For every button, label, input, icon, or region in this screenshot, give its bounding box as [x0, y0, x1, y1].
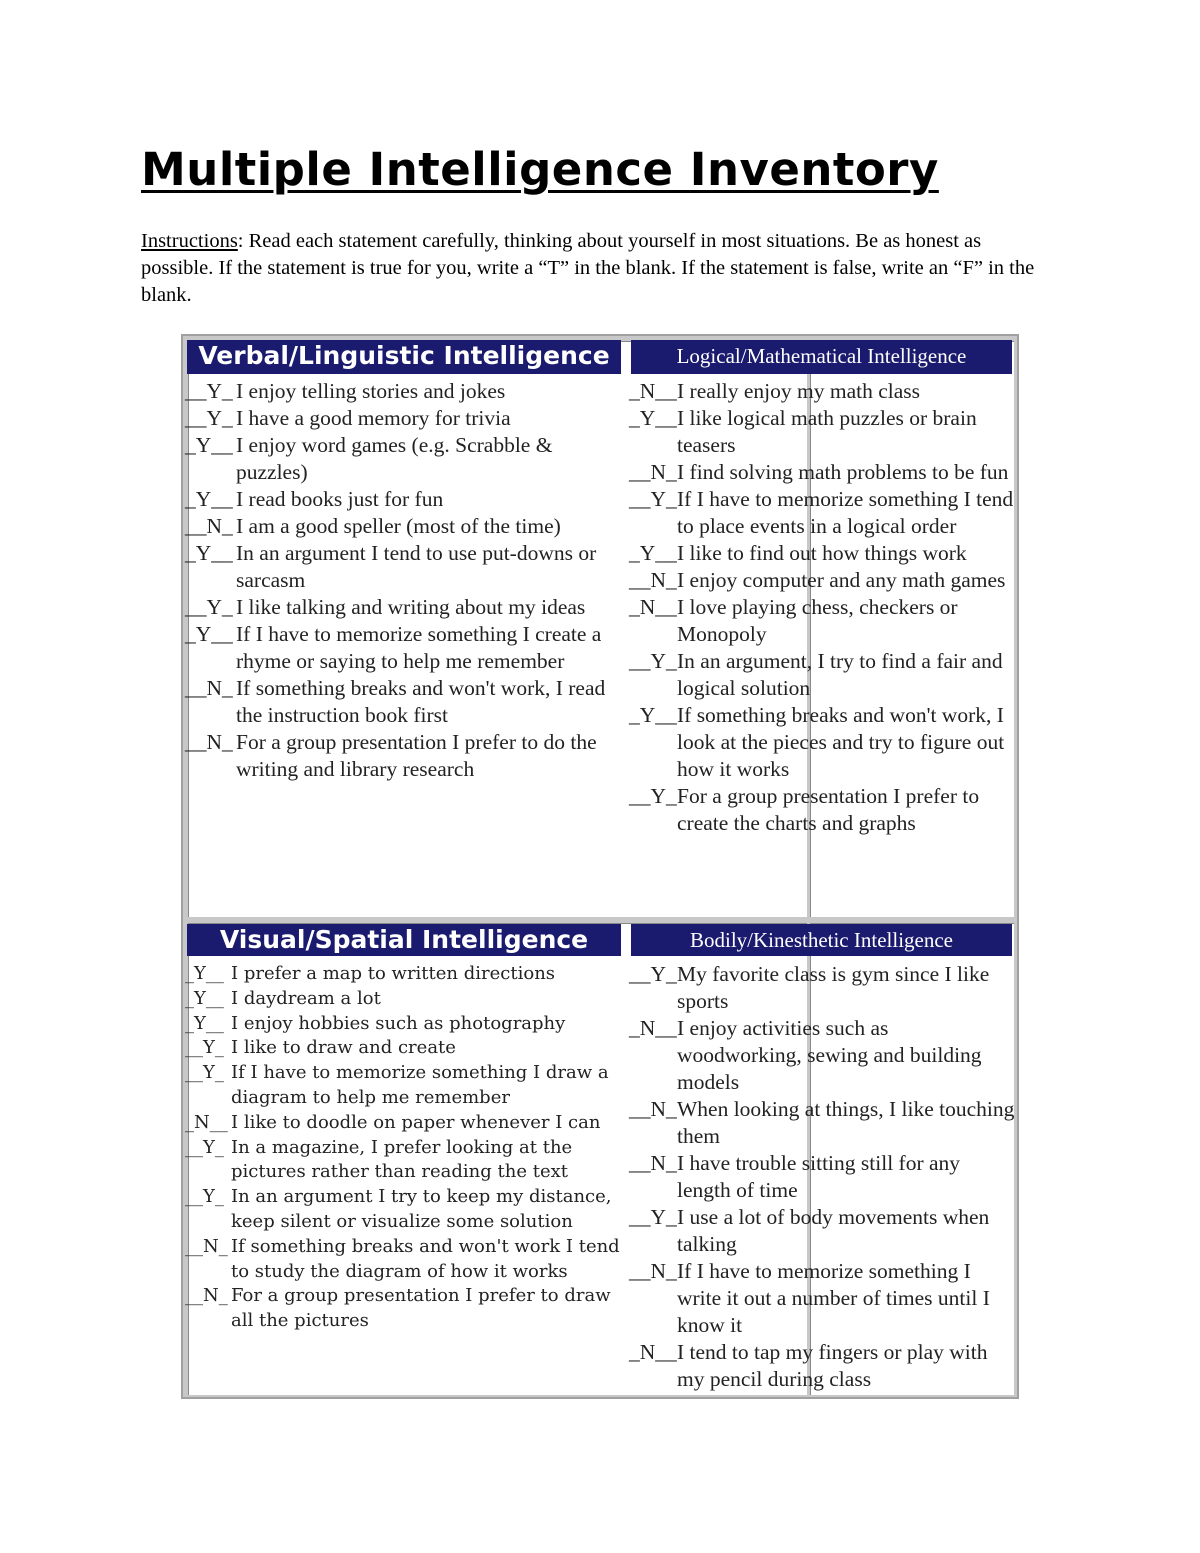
statement-text: I really enjoy my math class — [677, 379, 920, 403]
bodily-item — [629, 961, 1015, 1015]
answer-blank: __N_ — [629, 1097, 677, 1121]
statement-text: If I have to memorize something I tend to place events in a logical order — [677, 487, 1014, 538]
statement-text: I enjoy telling stories and jokes — [236, 379, 506, 403]
answer-blank: __Y_ — [629, 649, 677, 673]
answer-blank: _Y__ — [185, 963, 224, 984]
answer-blank: _Y__ — [185, 987, 224, 1009]
bodily-item — [629, 1015, 1015, 1096]
visual-item — [185, 1136, 621, 1186]
visual-item — [185, 1185, 621, 1235]
answer-blank: __Y_ — [185, 379, 233, 403]
answer-blank: __N_ — [629, 460, 677, 484]
answer-blank: __Y_ — [185, 1136, 224, 1158]
answer-blank: __N_ — [629, 1151, 677, 1175]
bodily-item — [629, 1339, 1015, 1393]
verbal-item — [185, 540, 621, 594]
answer-blank: __N_ — [185, 1235, 228, 1257]
verbal-item — [185, 378, 621, 405]
statement-text: I tend to tap my fingers or play with my pencil during class — [677, 1340, 988, 1391]
verbal-item — [185, 405, 621, 432]
statement-text: If I have to memorize something I write it out a number of times until I know it — [677, 1259, 990, 1337]
verbal-item — [185, 432, 621, 486]
verbal-item — [185, 675, 621, 729]
visual-item-list — [185, 962, 621, 1334]
statement-text: I like talking and writing about my ideas — [236, 595, 586, 619]
answer-blank: __Y_ — [185, 1186, 224, 1208]
statement-text: When looking at things, I like touching them — [677, 1097, 1015, 1148]
answer-blank: _Y__ — [185, 541, 233, 565]
statement-text: I prefer a map to written directions — [231, 963, 556, 984]
answer-blank: _N__ — [629, 1340, 677, 1364]
statement-text: If something breaks and won't work, I look at the pieces and try to figure out how it works — [677, 703, 1005, 781]
statement-text: If something breaks and won't work I tend to study the diagram of how it works — [231, 1235, 620, 1282]
logical-item — [629, 648, 1015, 702]
verbal-item — [185, 513, 621, 540]
answer-blank: __Y_ — [185, 1062, 224, 1084]
statement-text: I enjoy activities such as woodworking, sewing and building models — [677, 1016, 982, 1094]
answer-blank: __N_ — [185, 1285, 228, 1307]
visual-item — [185, 987, 621, 1012]
logical-item — [629, 378, 1015, 405]
visual-item — [185, 1284, 621, 1334]
statement-text: I use a lot of body movements when talking — [677, 1205, 990, 1256]
visual-item — [185, 1235, 621, 1285]
answer-blank: _Y__ — [185, 487, 233, 511]
answer-blank: __N_ — [185, 514, 233, 538]
bodily-item — [629, 1150, 1015, 1204]
answer-blank: _Y__ — [629, 406, 677, 430]
statement-text: I find solving math problems to be fun — [677, 460, 1009, 484]
answer-blank: _N__ — [629, 1016, 677, 1040]
answer-blank: _Y__ — [185, 1012, 224, 1034]
statement-text: I love playing chess, checkers or Monopoly — [677, 595, 958, 646]
bodily-item — [629, 1204, 1015, 1258]
verbal-item — [185, 729, 621, 783]
statement-text: My favorite class is gym since I like sports — [677, 962, 990, 1013]
statement-text: I like to draw and create — [231, 1037, 456, 1059]
statement-text: In an argument, I try to find a fair and logical solution — [677, 649, 1003, 700]
visual-item — [185, 1012, 621, 1037]
answer-blank: __N_ — [629, 1259, 677, 1283]
logical-item — [629, 486, 1015, 540]
verbal-item — [185, 621, 621, 675]
statement-text: I like to find out how things work — [677, 541, 967, 565]
statement-text: If something breaks and won't work, I read the instruction book first — [236, 676, 606, 727]
verbal-heading: Verbal/Linguistic Intelligence — [187, 340, 621, 374]
visual-item — [185, 1036, 621, 1061]
statement-text: I enjoy hobbies such as photography — [231, 1012, 566, 1034]
answer-blank: _N__ — [185, 1111, 228, 1133]
logical-item — [629, 405, 1015, 459]
statement-text: In an argument I tend to use put-downs or sarcasm — [236, 541, 597, 592]
statement-text: I have a good memory for trivia — [236, 406, 511, 430]
logical-item — [629, 594, 1015, 648]
answer-blank: _N__ — [629, 595, 677, 619]
visual-item — [185, 962, 621, 987]
statement-text: I like to doodle on paper whenever I can — [231, 1111, 601, 1133]
statement-text: I am a good speller (most of the time) — [236, 514, 561, 538]
answer-blank: __N_ — [185, 730, 233, 754]
statement-text: I enjoy computer and any math games — [677, 568, 1006, 592]
logical-item — [629, 540, 1015, 567]
answer-blank: _Y__ — [629, 703, 677, 727]
logical-item — [629, 702, 1015, 783]
statement-text: I enjoy word games (e.g. Scrabble & puzzles) — [236, 433, 553, 484]
answer-blank: __Y_ — [629, 962, 677, 986]
logical-item — [629, 783, 1015, 837]
answer-blank: __Y_ — [185, 406, 233, 430]
statement-text: I read books just for fun — [236, 487, 444, 511]
answer-blank: _Y__ — [629, 541, 677, 565]
bodily-heading: Bodily/Kinesthetic Intelligence — [631, 924, 1012, 956]
answer-blank: __Y_ — [629, 784, 677, 808]
statement-text: If I have to memorize something I create a rhyme or saying to help me remember — [236, 622, 602, 673]
answer-blank: __N_ — [185, 676, 233, 700]
verbal-item — [185, 594, 621, 621]
visual-item — [185, 1061, 621, 1111]
statement-text: I like logical math puzzles or brain teasers — [677, 406, 977, 457]
bodily-item — [629, 1096, 1015, 1150]
logical-heading: Logical/Mathematical Intelligence — [631, 340, 1012, 374]
visual-item — [185, 1111, 621, 1136]
statement-text: In a magazine, I prefer looking at the pictures rather than reading the text — [231, 1136, 573, 1183]
answer-blank: _Y__ — [185, 622, 233, 646]
statement-text: In an argument I try to keep my distance, keep silent or visualize some solution — [231, 1186, 612, 1232]
answer-blank: __Y_ — [185, 1037, 224, 1059]
answer-blank: __Y_ — [185, 595, 233, 619]
instructions-label: Instructions — [141, 230, 238, 252]
instructions-text: : Read each statement carefully, thinking about yourself in most situations. Be as honest as possible. If the statement is true for you, write a “T” in the blank. If the statement is false, write an “F” in the blank. — [141, 230, 1035, 306]
verbal-item — [185, 486, 621, 513]
statement-text: I have trouble sitting still for any length of time — [677, 1151, 961, 1202]
bodily-item-list — [629, 961, 1015, 1393]
answer-blank: __Y_ — [629, 487, 677, 511]
statement-text: If I have to memorize something I draw a diagram to help me remember — [231, 1062, 609, 1108]
verbal-item-list — [185, 378, 621, 783]
bodily-item — [629, 1258, 1015, 1339]
page-title: Multiple Intelligence Inventory — [141, 143, 939, 196]
logical-item — [629, 459, 1015, 486]
answer-blank: __N_ — [629, 568, 677, 592]
statement-text: For a group presentation I prefer to draw all the pictures — [231, 1285, 611, 1332]
statement-text: For a group presentation I prefer to create the charts and graphs — [677, 784, 980, 835]
statement-text: For a group presentation I prefer to do the writing and library research — [236, 730, 597, 781]
answer-blank: _Y__ — [185, 433, 233, 457]
logical-item — [629, 567, 1015, 594]
statement-text: I daydream a lot — [231, 987, 381, 1009]
visual-heading: Visual/Spatial Intelligence — [187, 924, 621, 956]
logical-item-list — [629, 378, 1015, 837]
answer-blank: _N__ — [629, 379, 677, 403]
answer-blank: __Y_ — [629, 1205, 677, 1229]
